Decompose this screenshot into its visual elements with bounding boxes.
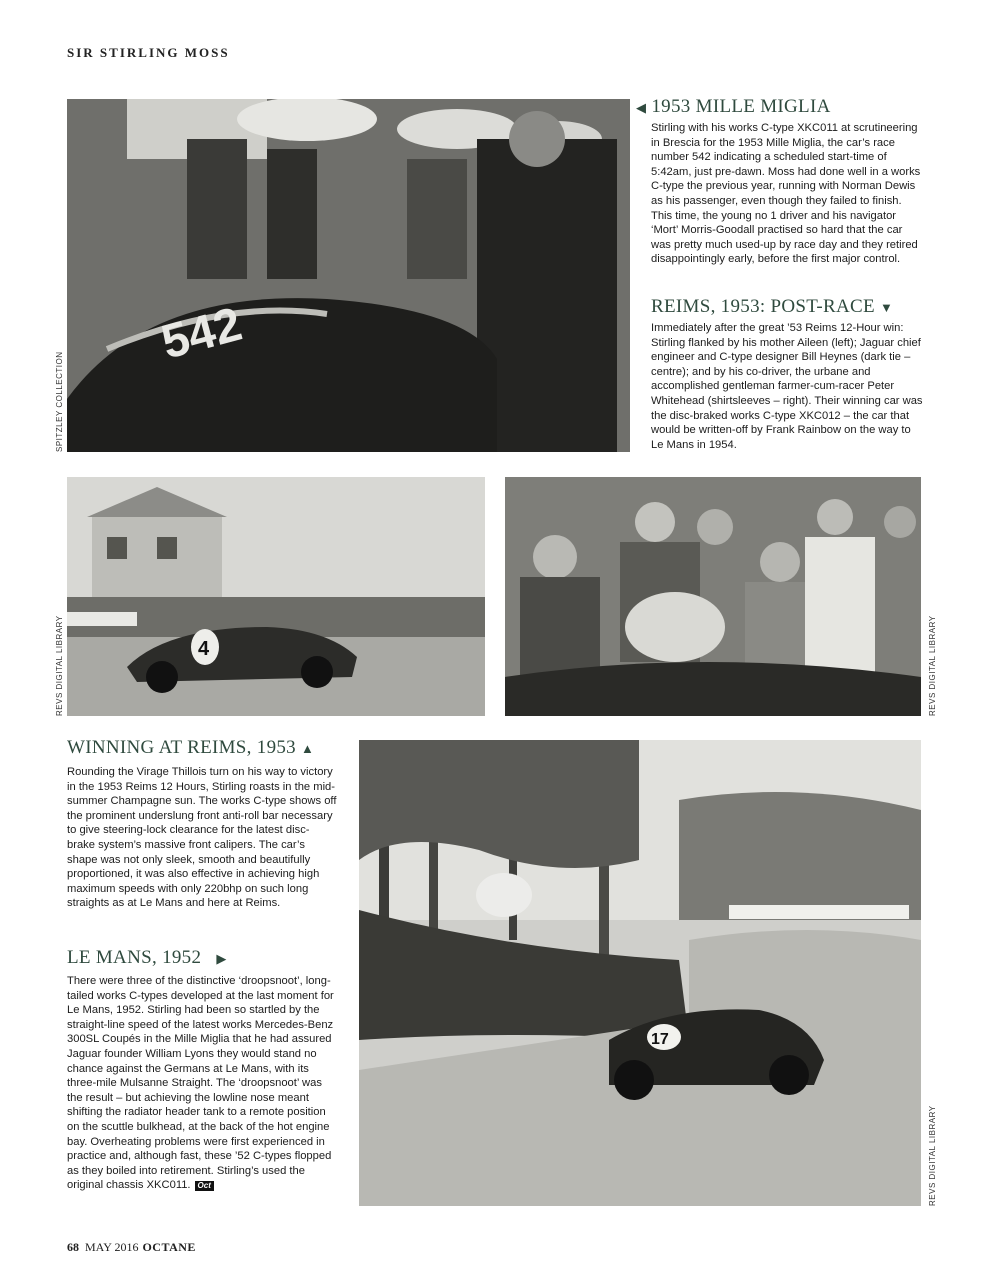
svg-text:542: 542 — [156, 297, 248, 370]
photo-le-mans-drawing — [359, 740, 921, 1206]
photo-reims-car-drawing — [67, 477, 485, 716]
magazine-name: OCTANE — [142, 1240, 196, 1254]
arrow-up-icon: ▲ — [301, 741, 315, 756]
photo-le-mans — [359, 740, 921, 1206]
photo-reims-car — [67, 477, 485, 716]
caption-le-mans-text: There were three of the distinctive ‘droopsnoot’, long-tailed works C-types developed at the last moment for Le Mans, 1952. Stirling had been so startled by the straight-line speed of the latest works Mercedes-Benz 300SL Coupés in the Mille Miglia that he had assured Jaguar founder William Lyons they would stand no chance against the Germans at Le Mans, with its three-mile Mulsanne Straight. The ‘droopsnoot’ was the result – but achieving the lowline nose meant shifting the radiator header tank to a remote position on the scuttle bulkhead, at the back of the hot engine bay. Overheating problems were first experienced in practice and, although fast, these ’52 C-types flopped as they boiled into retirement. Stirling’s used the original chassis XKC011. — [67, 975, 334, 1192]
heading-mille-miglia-text: 1953 MILLE MIGLIA — [651, 96, 831, 117]
heading-winning-reims — [67, 737, 314, 759]
svg-text:4: 4 — [198, 638, 210, 660]
caption-winning-reims: Rounding the Virage Thillois turn on his way to victory in the 1953 Reims 12 Hours, Stirling roasts in the mid-summer Champagne sun. The works C-type shows off the prominent underslung front anti-roll bar necessary to give steering-lock clearance for the latest disc-brake system’s massive front calipers. The car’s shape was not only sleek, smooth and beautifully proportioned, it was also effective in achieving high maximum speeds with only 220bhp on such long straights as at Le Mans and here at Reims. — [67, 766, 337, 910]
issue-date: MAY 2016 — [85, 1240, 139, 1254]
heading-mille-miglia — [636, 96, 831, 118]
photo-reims-post-race — [505, 477, 921, 716]
section-label: SIR STIRLING MOSS — [67, 45, 230, 60]
caption-le-mans — [67, 974, 337, 1193]
arrow-right-icon: ▶ — [216, 951, 227, 966]
page-footer — [67, 1240, 196, 1255]
photo-mille-miglia-drawing — [67, 99, 630, 452]
heading-reims-post-race — [651, 296, 893, 318]
photo-credit: REVS DIGITAL LIBRARY — [55, 615, 64, 716]
photo-reims-post-race-drawing — [505, 477, 921, 716]
svg-text:17: 17 — [651, 1031, 669, 1048]
photo-credit: REVS DIGITAL LIBRARY — [928, 1105, 937, 1206]
end-mark-icon: Oct — [195, 1181, 214, 1191]
heading-reims-post-race-text: REIMS, 1953: POST-RACE — [651, 296, 875, 317]
heading-le-mans — [67, 947, 227, 969]
heading-le-mans-text: LE MANS, 1952 — [67, 947, 202, 968]
caption-reims-post-race: Immediately after the great ’53 Reims 12-Hour win: Stirling flanked by his mother Aileen (left); Jaguar chief engineer and C-type designer Bill Heynes (dark tie – centre); and by his co-driver, the urbane and accomplished gentleman farmer-cum-racer Peter Whitehead (shirtsleeves – right). Their winning car was the disc-braked works C-type XKC012 – the car that would be written-off by Frank Rainbow on the way to Le Mans in 1954. — [651, 322, 923, 451]
arrow-down-icon: ▼ — [879, 300, 894, 315]
heading-winning-reims-text: WINNING AT REIMS, 1953 — [67, 737, 296, 758]
photo-credit: SPITZLEY COLLECTION — [55, 351, 64, 452]
photo-credit: REVS DIGITAL LIBRARY — [928, 615, 937, 716]
arrow-left-icon: ◀ — [636, 100, 647, 115]
caption-mille-miglia: Stirling with his works C-type XKC011 at scrutineering in Brescia for the 1953 Mille Miglia, the car’s race number 542 indicating a scheduled start-time of 5:42am, just pre-dawn. Moss had done well in a works C-type the previous year, running with Norman Dewis as his passenger, even though they failed to finish. This time, the young no 1 driver and his navigator ‘Mort’ Morris-Goodall practised so hard that the car was pretty much used-up by race day and they retired disappointingly early, before the first major control. — [651, 122, 921, 266]
photo-mille-miglia — [67, 99, 630, 452]
page-number: 68 — [67, 1240, 79, 1254]
